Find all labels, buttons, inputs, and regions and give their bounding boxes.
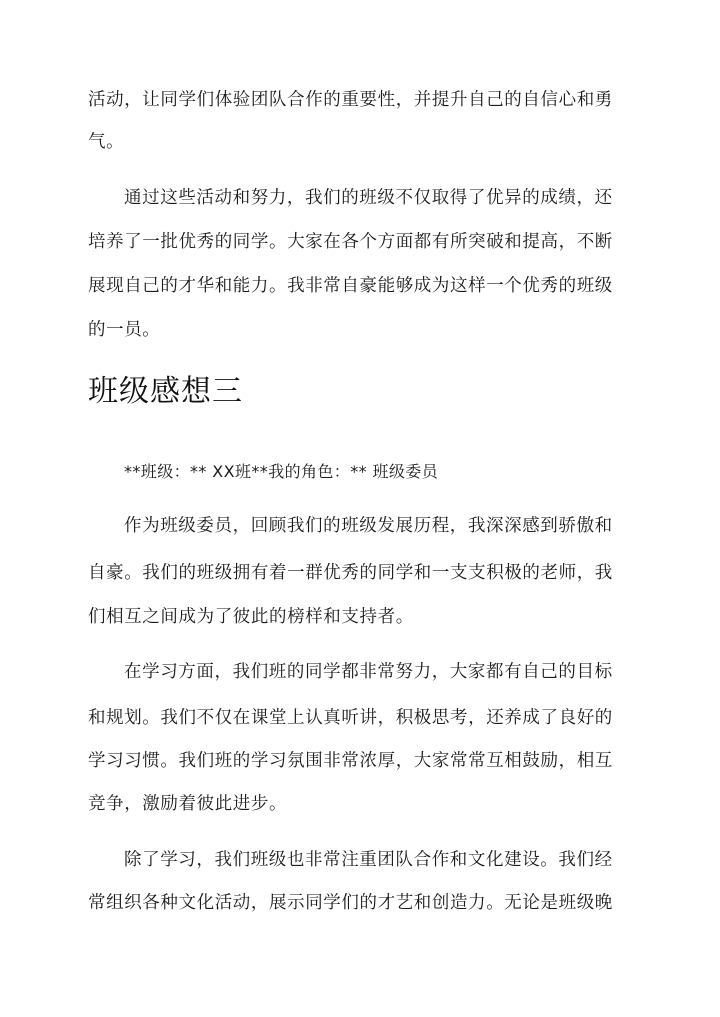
section-meta: **班级：** XX班**我的角色：** 班级委员 <box>124 462 439 481</box>
paragraph-line: 通过这些活动和努力，我们的班级不仅取得了优异的成绩，还 <box>124 188 613 208</box>
paragraph-line: 气。 <box>88 132 125 152</box>
paragraph-line: 作为班级委员，回顾我们的班级发展历程，我深深感到骄傲和 <box>124 516 613 536</box>
section-heading: 班级感想三 <box>88 374 243 409</box>
paragraph-line: 和规划。我们不仅在课堂上认真听讲，积极思考，还养成了良好的 <box>88 708 613 728</box>
paragraph-line: 的一员。 <box>88 320 161 340</box>
paragraph-line: 学习习惯。我们班的学习氛围非常浓厚，大家常常互相鼓励，相互 <box>88 751 613 771</box>
paragraph-line: 活动，让同学们体验团队合作的重要性，并提升自己的自信心和勇 <box>88 90 613 110</box>
paragraph-line: 展现自己的才华和能力。我非常自豪能够成为这样一个优秀的班级 <box>88 276 613 296</box>
paragraph-line: 培养了一批优秀的同学。大家在各个方面都有所突破和提高，不断 <box>88 232 613 252</box>
paragraph-line: 除了学习，我们班级也非常注重团队合作和文化建设。我们经 <box>124 850 613 870</box>
paragraph-line: 自豪。我们的班级拥有着一群优秀的同学和一支支积极的老师，我 <box>88 563 613 583</box>
paragraph-line: 在学习方面，我们班的同学都非常努力，大家都有自己的目标 <box>124 662 613 682</box>
paragraph-line: 常组织各种文化活动，展示同学们的才艺和创造力。无论是班级晚 <box>88 893 613 913</box>
paragraph-line: 竞争，激励着彼此进步。 <box>88 794 288 814</box>
paragraph-line: 们相互之间成为了彼此的榜样和支持者。 <box>88 607 414 627</box>
